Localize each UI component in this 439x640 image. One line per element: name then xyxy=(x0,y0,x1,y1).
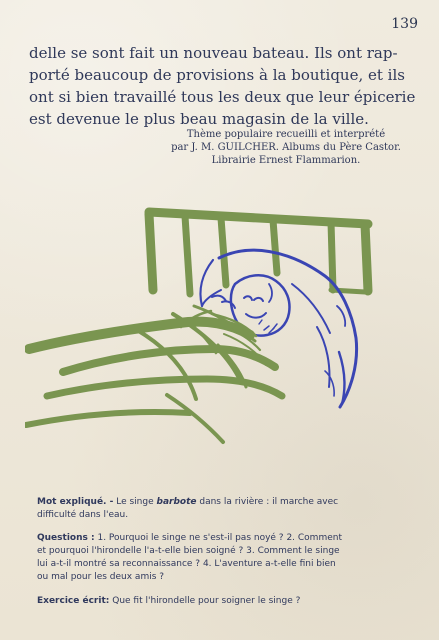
exercise-label: Exercice écrit: xyxy=(37,596,110,606)
exercise-line xyxy=(37,595,377,608)
questions-line-2: et pourquoi l'hirondelle l'a-t-elle bien soigné ? 3. Comment le singe xyxy=(37,546,340,556)
exercise-text: Que fit l'hirondelle pour soigner le singe ? xyxy=(112,596,301,606)
story-paragraph xyxy=(29,42,416,130)
questions-label: Questions : xyxy=(37,533,95,543)
monkey-bed-illustration xyxy=(25,202,393,447)
bed-frame-icon xyxy=(149,212,368,294)
explained-word-suffix: dans la rivière : il marche avec xyxy=(199,497,339,507)
exercise-note xyxy=(37,595,377,608)
story-line-4: est devenue le plus beau magasin de la ville. xyxy=(29,110,369,128)
questions-line-3: lui a-t-il montré sa reconnaissance ? 4. L'aventure a-t-elle fini bien xyxy=(37,559,336,569)
explained-word-line-1 xyxy=(37,496,377,509)
credit-line-3: Librairie Ernest Flammarion. xyxy=(211,155,361,166)
explained-word-term: barbote xyxy=(156,497,197,507)
story-line-2: porté beaucoup de provisions à la boutique, et ils xyxy=(29,66,405,84)
explained-word-prefix: Le singe xyxy=(116,497,154,507)
questions-line-4: ou mal pour les deux amis ? xyxy=(37,572,165,582)
story-line-3: ont si bien travaillé tous les deux que leur épicerie xyxy=(29,88,416,106)
questions-note xyxy=(37,532,377,584)
story-line-1: delle se sont fait un nouveau bateau. Ils ont rap- xyxy=(29,44,398,62)
credit-line-1: Thème populaire recueilli et interprété xyxy=(186,129,386,140)
credit-line-2: par J. M. GUILCHER. Albums du Père Castor. xyxy=(171,142,401,153)
questions-line-1 xyxy=(37,532,377,545)
explained-word-note xyxy=(37,496,377,522)
questions-text-1: 1. Pourquoi le singe ne s'est-il pas noyé ? 2. Comment xyxy=(97,533,342,543)
source-credit xyxy=(161,128,411,167)
page-number: 139 xyxy=(391,16,418,32)
explained-word-line-2: difficulté dans l'eau. xyxy=(37,510,129,520)
study-notes xyxy=(37,496,377,618)
explained-word-label: Mot expliqué. - xyxy=(37,497,114,507)
